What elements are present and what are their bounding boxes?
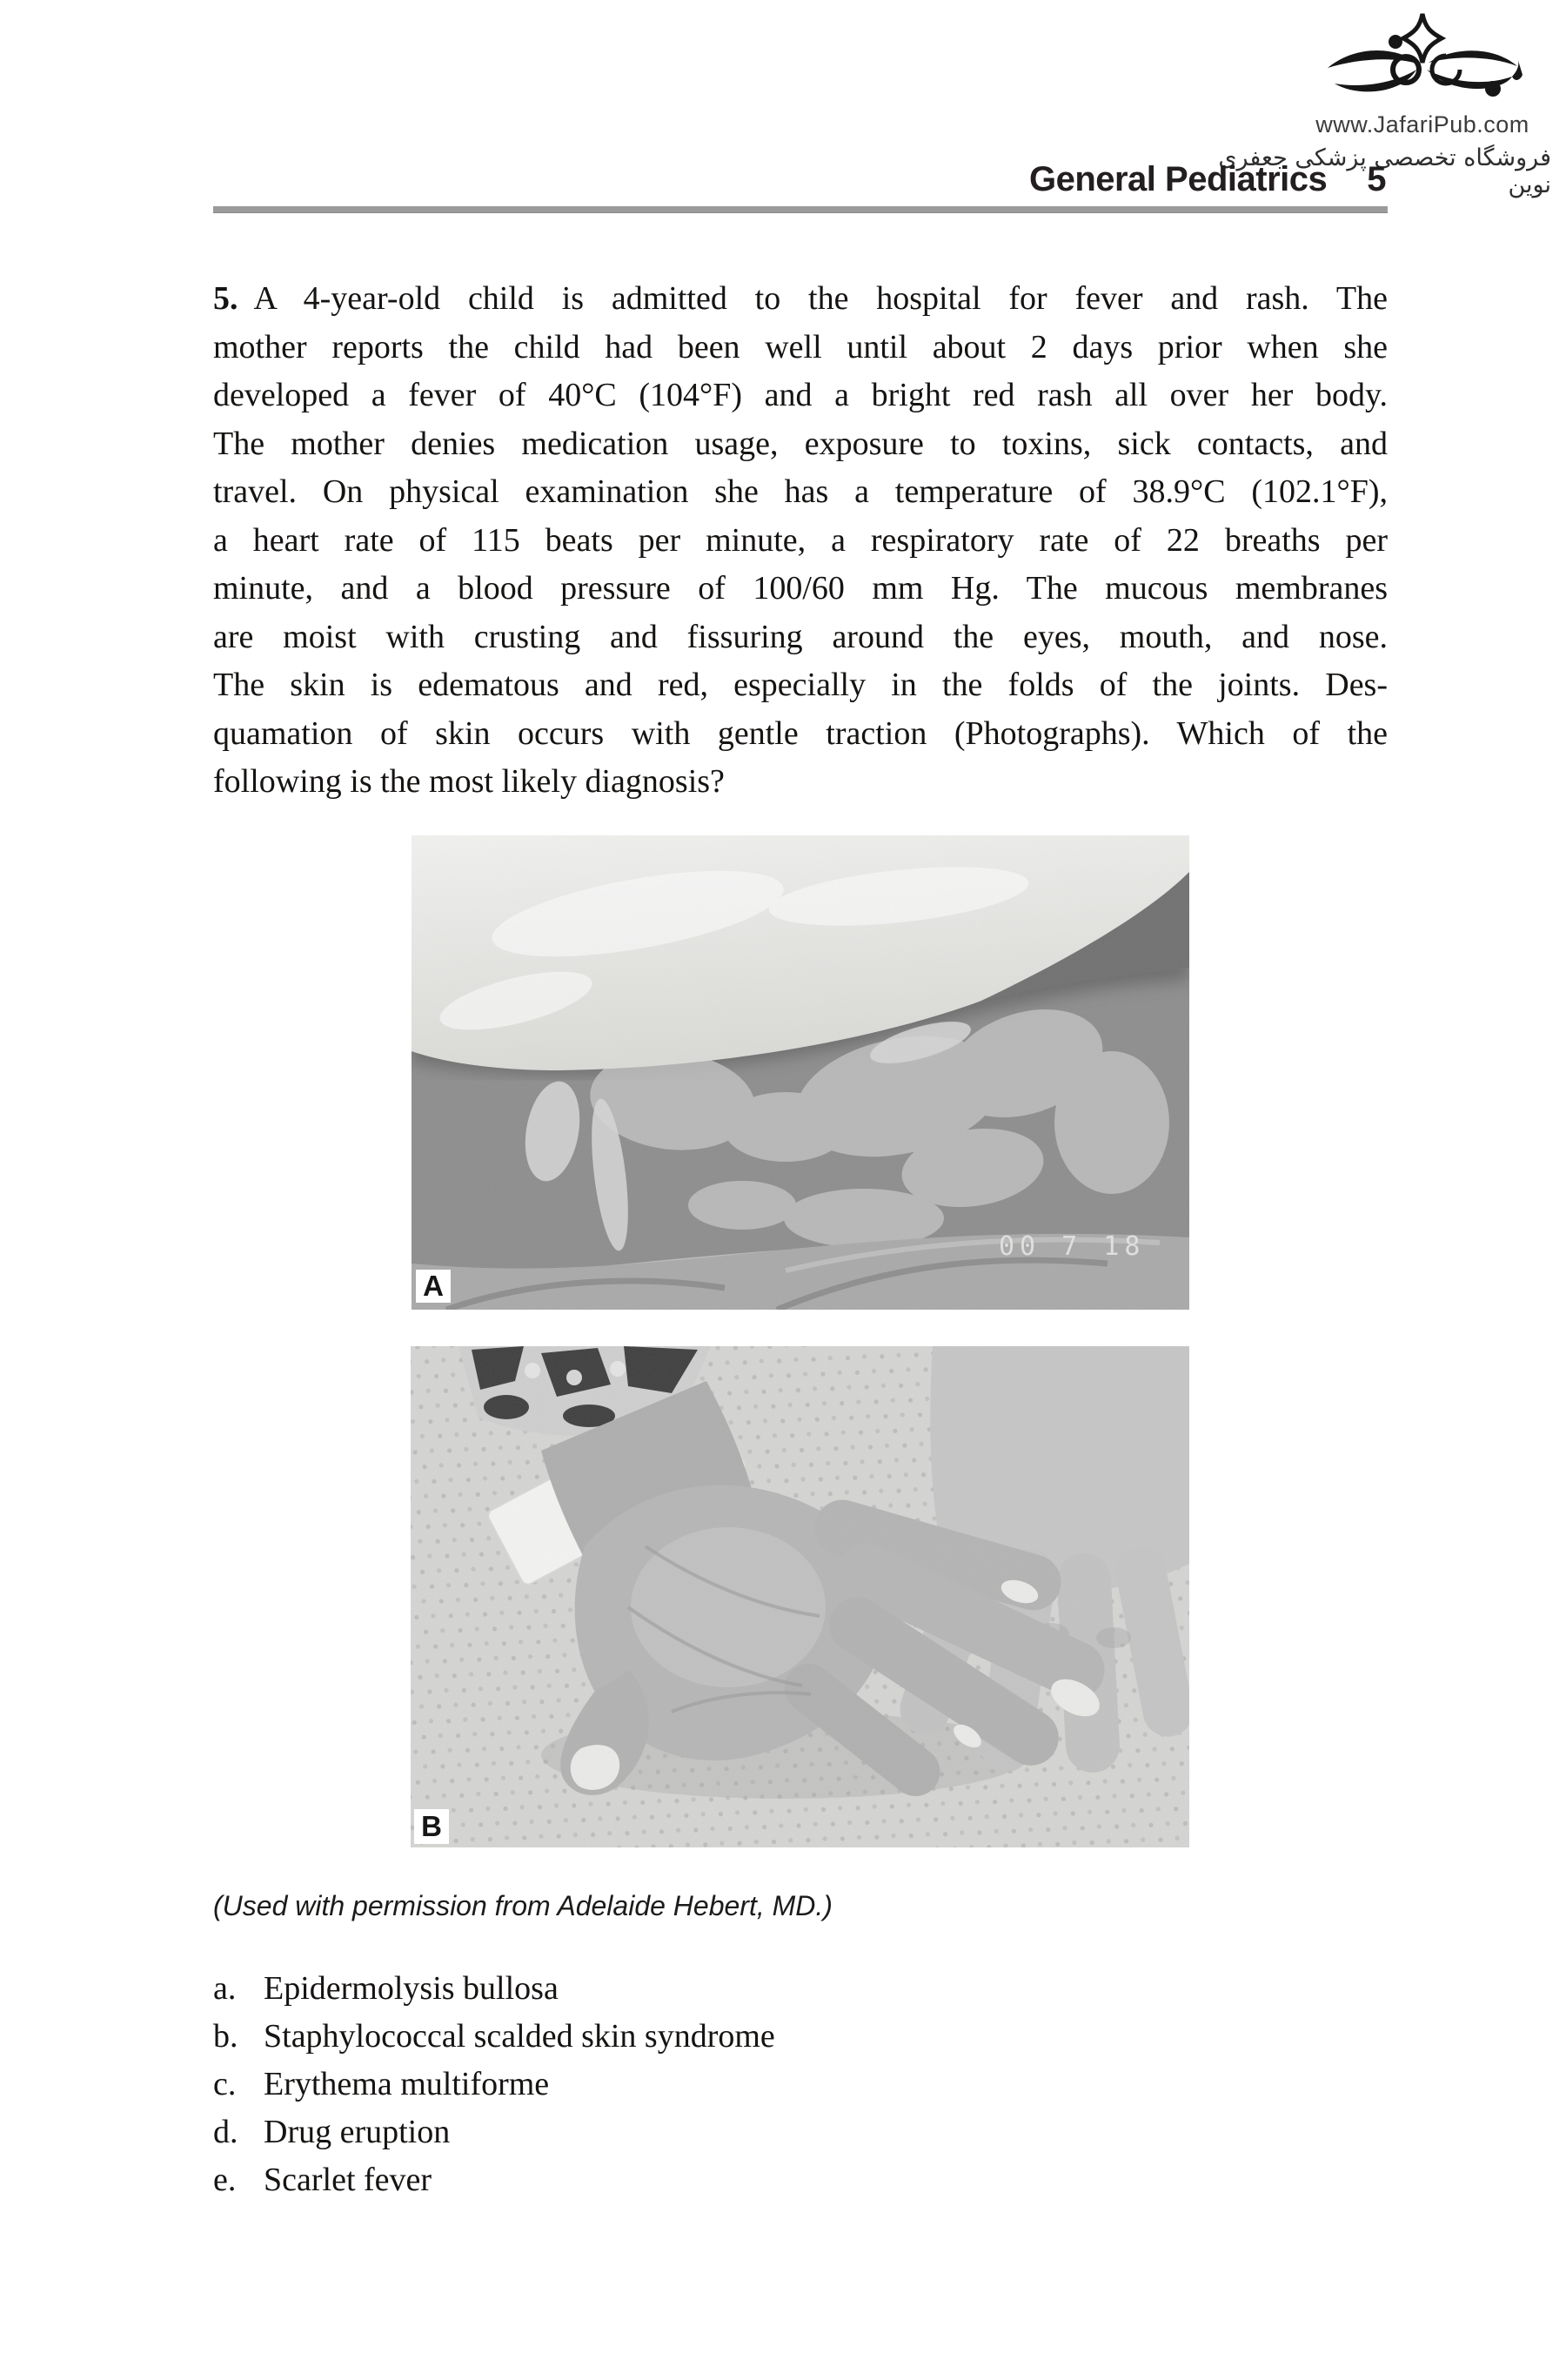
figure-b-illustration <box>411 1346 1189 1847</box>
page-number: 5 <box>1367 160 1386 198</box>
option-d <box>213 2108 1388 2156</box>
option-letter: c. <box>213 2066 237 2102</box>
option-c <box>213 2061 1388 2108</box>
option-text: Epidermolysis bullosa <box>264 1970 559 2007</box>
option-b <box>213 2013 1388 2061</box>
question-line: developed a fever of 40°C (104°F) and a bright red rash all over her body. <box>213 377 1388 413</box>
figure-b-photo <box>411 1346 1189 1847</box>
answer-options <box>213 1965 1388 2204</box>
running-head <box>213 160 1386 199</box>
publisher-url: www.JafariPub.com <box>1315 111 1529 137</box>
option-a <box>213 1965 1388 2013</box>
question-line: are moist with crusting and fissuring around the eyes, mouth, and nose. <box>213 618 1388 655</box>
option-e <box>213 2156 1388 2204</box>
photo-timestamp: 00 7 18 <box>999 1231 1146 1262</box>
figure-caption: (Used with permission from Adelaide Hebert, MD.) <box>213 1890 833 1921</box>
question-text <box>213 275 1388 807</box>
question-line: The mother denies medication usage, exposure to toxins, sick contacts, and <box>213 425 1388 462</box>
figure-a-photo <box>412 835 1189 1310</box>
publisher-tagline-farsi: فروشگاه تخصصی پزشکی جعفری نوین <box>1218 144 1551 198</box>
question-number: 5. <box>213 280 238 317</box>
option-text: Drug eruption <box>264 2114 451 2150</box>
header-rule <box>213 206 1388 213</box>
option-letter: a. <box>213 1970 237 2007</box>
option-letter: b. <box>213 2018 238 2055</box>
figure-b-label: B <box>414 1809 449 1844</box>
option-text: Scarlet fever <box>264 2162 432 2198</box>
section-title: General Pediatrics <box>1028 160 1328 198</box>
figure-a-label: A <box>416 1270 451 1303</box>
option-text: Staphylococcal scalded skin syndrome <box>264 2018 775 2055</box>
jafari-calligraphy-ornament-icon <box>1322 12 1522 110</box>
question-line: following is the most likely diagnosis? <box>213 763 725 800</box>
question-line: travel. On physical examination she has a temperature of 38.9°C (102.1°F), <box>213 473 1388 510</box>
option-text: Erythema multiforme <box>264 2066 550 2102</box>
question-line: minute, and a blood pressure of 100/60 mm Hg. The mucous membranes <box>213 570 1388 607</box>
option-letter: e. <box>213 2162 237 2198</box>
question-line: a heart rate of 115 beats per minute, a respiratory rate of 22 breaths per <box>213 521 1388 559</box>
question-line: quamation of skin occurs with gentle traction (Photographs). Which of the <box>213 714 1388 752</box>
option-letter: d. <box>213 2114 238 2150</box>
publisher-logo <box>1279 12 1566 138</box>
question-line: 5. A 4-year-old child is admitted to the hospital for fever and rash. The <box>213 280 1388 317</box>
question-line: mother reports the child had been well until about 2 days prior when she <box>213 328 1388 365</box>
question-line: The skin is edematous and red, especially in the folds of the joints. Des- <box>213 667 1388 703</box>
